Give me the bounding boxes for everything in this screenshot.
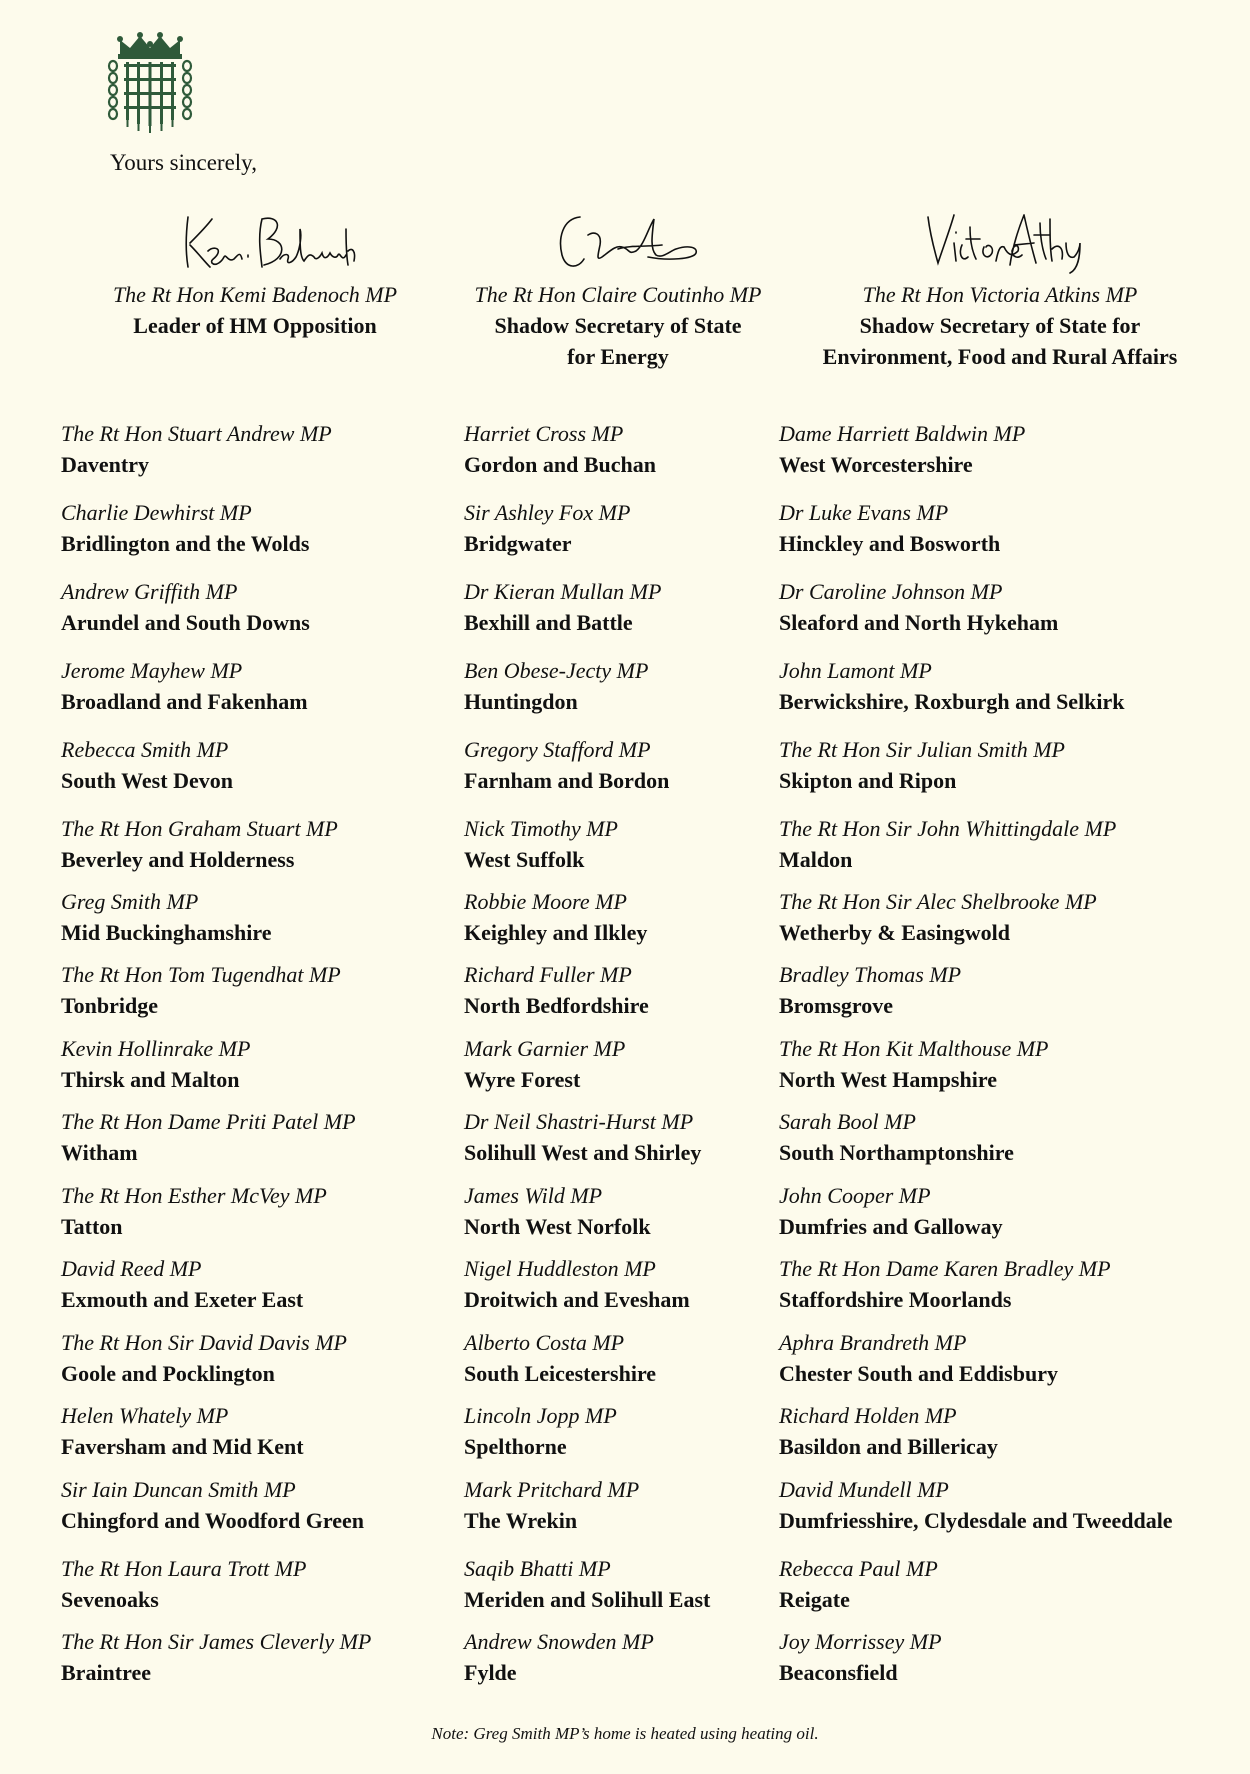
mp-name: Sarah Bool MP: [779, 1109, 916, 1134]
mp-name: Rebecca Paul MP: [779, 1556, 938, 1581]
cosignatory-entry: [779, 576, 1058, 638]
mp-name: Jerome Mayhew MP: [61, 658, 243, 683]
mp-name: Bradley Thomas MP: [779, 962, 962, 987]
mp-name: Kevin Hollinrake MP: [61, 1036, 251, 1061]
signature-coutinho: [518, 205, 718, 277]
cosignatory-entry: [779, 1553, 938, 1615]
footnote: Note: Greg Smith MP’s home is heated using heating oil.: [431, 1724, 819, 1743]
cosignatory-entry: [779, 886, 1097, 948]
mp-constituency: Dumfriesshire, Clydesdale and Tweeddale: [779, 1508, 1173, 1533]
signatory-atkins: [800, 205, 1200, 372]
cosignatory-entry: [61, 418, 332, 480]
mp-name: Nick Timothy MP: [464, 816, 618, 841]
mp-constituency: Chingford and Woodford Green: [61, 1508, 364, 1533]
cosignatory-entry: [779, 959, 961, 1021]
cosignatory-entry: [464, 418, 656, 480]
mp-name: Greg Smith MP: [61, 889, 199, 914]
cosignatory-entry: [61, 1106, 356, 1168]
mp-constituency: South West Devon: [61, 768, 233, 793]
mp-name: Harriet Cross MP: [464, 421, 624, 446]
mp-name: Alberto Costa MP: [464, 1330, 625, 1355]
mp-constituency: West Worcestershire: [779, 452, 973, 477]
mp-constituency: South Northamptonshire: [779, 1140, 1014, 1165]
cosignatory-entry: [464, 1106, 701, 1168]
mp-constituency: Farnham and Bordon: [464, 768, 670, 793]
mp-constituency: Chester South and Eddisbury: [779, 1361, 1058, 1386]
mp-constituency: Mid Buckinghamshire: [61, 920, 272, 945]
cosignatory-entry: [779, 1400, 998, 1462]
mp-name: Andrew Snowden MP: [464, 1629, 654, 1654]
signatory-role: Shadow Secretary of State: [494, 313, 742, 338]
mp-name: Ben Obese-Jecty MP: [464, 658, 649, 683]
mp-constituency: Sleaford and North Hykeham: [779, 610, 1059, 635]
cosignatory-entry: [61, 734, 233, 796]
mp-name: The Rt Hon Sir John Whittingdale MP: [779, 816, 1117, 841]
cosignatory-entry: [464, 1253, 690, 1315]
mp-constituency: Berwickshire, Roxburgh and Selkirk: [779, 689, 1125, 714]
mp-constituency: Staffordshire Moorlands: [779, 1287, 1012, 1312]
mp-name: Dame Harriett Baldwin MP: [779, 421, 1026, 446]
mp-name: The Rt Hon Sir James Cleverly MP: [61, 1629, 372, 1654]
cosignatory-entry: [464, 959, 649, 1021]
signatory-name: The Rt Hon Kemi Badenoch MP: [112, 282, 398, 307]
cosignatory-entry: [464, 734, 669, 796]
cosignatory-entry: [779, 1106, 1014, 1168]
mp-constituency: Broadland and Fakenham: [61, 689, 308, 714]
mp-name: The Rt Hon Stuart Andrew MP: [61, 421, 332, 446]
closing-line: Yours sincerely,: [110, 150, 257, 175]
mp-constituency: Exmouth and Exeter East: [61, 1287, 304, 1312]
mp-constituency: Skipton and Ripon: [779, 768, 957, 793]
cosignatory-entry: [61, 1474, 364, 1536]
mp-name: Sir Ashley Fox MP: [464, 500, 631, 525]
mp-constituency: Beverley and Holderness: [61, 847, 295, 872]
mp-name: The Rt Hon Dame Priti Patel MP: [61, 1109, 356, 1134]
mp-constituency: The Wrekin: [464, 1508, 578, 1533]
mp-constituency: Reigate: [779, 1587, 850, 1612]
cosignatory-entry: [779, 655, 1125, 717]
mp-constituency: Faversham and Mid Kent: [61, 1434, 304, 1459]
cosignatory-entry: [61, 1400, 304, 1462]
mp-name: The Rt Hon Graham Stuart MP: [61, 816, 338, 841]
cosignatory-entry: [61, 1253, 303, 1315]
mp-constituency: Sevenoaks: [61, 1587, 159, 1612]
mp-name: The Rt Hon Sir Julian Smith MP: [779, 737, 1065, 762]
cosignatory-entry: [61, 1033, 250, 1095]
mp-constituency: Maldon: [779, 847, 853, 872]
mp-constituency: Keighley and Ilkley: [464, 920, 648, 945]
signatory-role: Environment, Food and Rural Affairs: [822, 344, 1178, 369]
mp-constituency: Bromsgrove: [779, 993, 894, 1018]
mp-constituency: Hinckley and Bosworth: [779, 531, 1001, 556]
cosignatory-entry: [779, 734, 1065, 796]
mp-constituency: Bridlington and the Wolds: [61, 531, 310, 556]
mp-name: The Rt Hon Esther McVey MP: [61, 1183, 327, 1208]
cosignatory-entry: [779, 813, 1116, 875]
cosignatory-entry: [464, 886, 647, 948]
mp-constituency: Wyre Forest: [464, 1067, 581, 1092]
mp-name: David Mundell MP: [779, 1477, 949, 1502]
mp-name: Dr Luke Evans MP: [779, 500, 949, 525]
mp-constituency: Beaconsfield: [779, 1660, 898, 1685]
cosignatory-entry: [61, 1327, 347, 1389]
cosignatory-entry: [61, 959, 341, 1021]
mp-constituency: Droitwich and Evesham: [464, 1287, 690, 1312]
mp-constituency: Tatton: [61, 1214, 123, 1239]
mp-name: The Rt Hon Laura Trott MP: [61, 1556, 307, 1581]
cosignatory-entry: [779, 1327, 1058, 1389]
mp-constituency: Meriden and Solihull East: [464, 1587, 711, 1612]
cosignatory-entry: [61, 886, 271, 948]
cosignatory-entry: [61, 576, 310, 638]
signatory-badenoch: [95, 205, 415, 341]
mp-constituency: Basildon and Billericay: [779, 1434, 998, 1459]
signature-badenoch: [150, 205, 360, 277]
mp-name: Helen Whately MP: [61, 1403, 229, 1428]
mp-constituency: Witham: [61, 1140, 138, 1165]
mp-constituency: Spelthorne: [464, 1434, 567, 1459]
mp-name: Joy Morrissey MP: [779, 1629, 942, 1654]
cosignatory-entry: [779, 497, 1000, 559]
mp-constituency: North West Norfolk: [464, 1214, 651, 1239]
mp-constituency: North Bedfordshire: [464, 993, 649, 1018]
mp-name: Dr Caroline Johnson MP: [779, 579, 1003, 604]
mp-constituency: Arundel and South Downs: [61, 610, 310, 635]
cosignatory-entry: [61, 655, 308, 717]
signatory-role: Shadow Secretary of State for: [859, 313, 1141, 338]
mp-constituency: West Suffolk: [464, 847, 585, 872]
mp-name: Gregory Stafford MP: [464, 737, 651, 762]
mp-name: Aphra Brandreth MP: [779, 1330, 967, 1355]
cosignatory-entry: [779, 1626, 942, 1688]
mp-constituency: Braintree: [61, 1660, 152, 1685]
mp-constituency: Fylde: [464, 1660, 517, 1685]
mp-constituency: Thirsk and Malton: [61, 1067, 240, 1092]
cosignatory-entry: [464, 1400, 617, 1462]
mp-name: The Rt Hon Sir David Davis MP: [61, 1330, 347, 1355]
mp-name: John Cooper MP: [779, 1183, 931, 1208]
mp-constituency: Huntingdon: [464, 689, 578, 714]
mp-constituency: Goole and Pocklington: [61, 1361, 275, 1386]
signatory-role: for Energy: [567, 344, 669, 369]
cosignatory-entry: [464, 497, 630, 559]
mp-constituency: Bexhill and Battle: [464, 610, 633, 635]
cosignatory-entry: [61, 497, 309, 559]
cosignatory-entry: [61, 1180, 327, 1242]
mp-constituency: Dumfries and Galloway: [779, 1214, 1003, 1239]
cosignatory-entry: [464, 1033, 625, 1095]
mp-name: James Wild MP: [464, 1183, 603, 1208]
mp-name: David Reed MP: [61, 1256, 202, 1281]
mp-name: Robbie Moore MP: [464, 889, 627, 914]
cosignatory-entry: [779, 1474, 1173, 1536]
mp-constituency: Solihull West and Shirley: [464, 1140, 702, 1165]
mp-name: Richard Fuller MP: [464, 962, 632, 987]
signatory-name: The Rt Hon Victoria Atkins MP: [862, 282, 1138, 307]
signatory-name: The Rt Hon Claire Coutinho MP: [474, 282, 762, 307]
cosignatory-entry: [779, 1033, 1048, 1095]
cosignatory-entry: [464, 576, 661, 638]
cosignatory-entry: [61, 813, 338, 875]
mp-name: Rebecca Smith MP: [61, 737, 229, 762]
cosignatory-entry: [464, 1626, 654, 1688]
cosignatory-entry: [61, 1553, 307, 1615]
mp-name: Andrew Griffith MP: [61, 579, 238, 604]
cosignatory-entry: [464, 1553, 710, 1615]
mp-name: The Rt Hon Sir Alec Shelbrooke MP: [779, 889, 1097, 914]
mp-name: Dr Neil Shastri-Hurst MP: [464, 1109, 694, 1134]
mp-name: John Lamont MP: [779, 658, 932, 683]
mp-constituency: Daventry: [61, 452, 149, 477]
mp-name: Nigel Huddleston MP: [464, 1256, 656, 1281]
mp-name: Sir Iain Duncan Smith MP: [61, 1477, 296, 1502]
mp-constituency: Tonbridge: [61, 993, 159, 1018]
mp-name: Saqib Bhatti MP: [464, 1556, 611, 1581]
cosignatory-entry: [779, 418, 1025, 480]
mp-name: Richard Holden MP: [779, 1403, 957, 1428]
mp-name: The Rt Hon Kit Malthouse MP: [779, 1036, 1049, 1061]
cosignatory-entry: [464, 1474, 639, 1536]
cosignatory-entry: [464, 1180, 651, 1242]
mp-constituency: Bridgwater: [464, 531, 572, 556]
cosignatory-entry: [779, 1180, 1003, 1242]
cosignatory-entry: [464, 813, 618, 875]
cosignatory-entry: [464, 655, 648, 717]
signature-atkins: [900, 205, 1100, 277]
mp-constituency: Gordon and Buchan: [464, 452, 656, 477]
mp-constituency: Wetherby & Easingwold: [779, 920, 1011, 945]
signatory-role: Leader of HM Opposition: [133, 313, 377, 338]
mp-name: Mark Pritchard MP: [464, 1477, 640, 1502]
mp-constituency: North West Hampshire: [779, 1067, 997, 1092]
cosignatory-entry: [61, 1626, 371, 1688]
mp-name: Charlie Dewhirst MP: [61, 500, 252, 525]
portcullis-crest-icon: [106, 32, 194, 136]
cosignatory-entry: [779, 1253, 1111, 1315]
signatory-coutinho: [458, 205, 778, 372]
mp-name: Lincoln Jopp MP: [464, 1403, 617, 1428]
mp-name: Dr Kieran Mullan MP: [464, 579, 662, 604]
mp-name: The Rt Hon Tom Tugendhat MP: [61, 962, 341, 987]
mp-name: Mark Garnier MP: [464, 1036, 626, 1061]
mp-name: The Rt Hon Dame Karen Bradley MP: [779, 1256, 1111, 1281]
mp-constituency: South Leicestershire: [464, 1361, 657, 1386]
cosignatory-entry: [464, 1327, 656, 1389]
